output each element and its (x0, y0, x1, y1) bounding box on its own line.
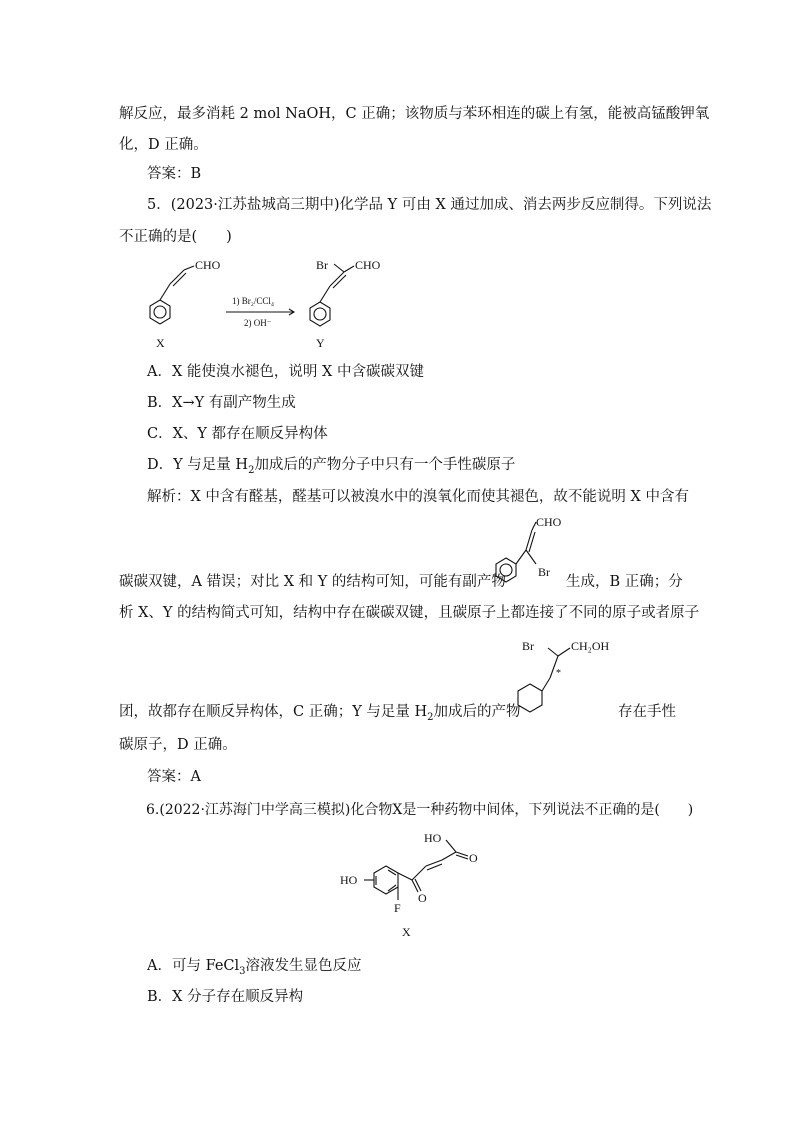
side-cho-label: CHO (536, 515, 562, 529)
analysis-line: 团，故都存在顺反异构体，C 正确；Y 与足量 $H_2$加成后的产物 (119, 704, 521, 723)
chiral-star: * (556, 668, 561, 679)
y-label: Y (316, 336, 325, 350)
option-b: B．X→Y 有副产物生成 (147, 395, 296, 411)
y-br-label: Br (316, 258, 328, 272)
benzene-ring-y (310, 302, 330, 326)
analysis-line-cont: 生成，B 正确；分 (566, 574, 683, 590)
benzene-ring-x (150, 300, 170, 324)
answer-label: 答案： (147, 166, 191, 182)
arrow-reagent-bottom: 2) OH⁻ (244, 318, 272, 328)
option-a: A．可与 FeCl$_3$溶液发生显色反应 (147, 958, 362, 977)
analysis-line-cont: 存在手性 (618, 704, 676, 720)
question-6-stem: 6.(2022·江苏海门中学高三模拟)化合物X是一种药物中间体，下列说法不正确的是( ) (146, 802, 694, 818)
o-mid-label: O (418, 891, 427, 905)
bond (184, 266, 194, 270)
bond (160, 284, 170, 300)
option-a: A．X 能使溴水褪色，说明 X 中含碳碳双键 (147, 364, 424, 380)
x-cho-label: CHO (195, 258, 221, 272)
analysis-line: 碳原子，D 正确。 (119, 737, 237, 753)
compound-x-structure (336, 830, 516, 942)
compound-x-label: X (402, 925, 411, 939)
answer-value: B (190, 166, 202, 182)
analysis-line: 解析：X 中含有醛基，醛基可以被溴水中的溴氧化而使其褪色，故不能说明 X 中含有 (147, 489, 689, 505)
question-5-stem-cont: 不正确的是( ) (119, 229, 232, 245)
option-b: B．X 分子存在顺反异构 (147, 989, 304, 1005)
side-br-label: Br (538, 565, 550, 579)
answer-line (147, 767, 201, 787)
option-c: C．X、Y 都存在顺反异构体 (147, 426, 328, 442)
ho-left-label: HO (340, 873, 358, 887)
o-top-label: O (469, 851, 478, 865)
text-line: 化，D 正确。 (119, 137, 208, 153)
bond (344, 266, 354, 272)
bond (334, 264, 344, 272)
analysis-label: 解析： (147, 489, 191, 505)
prod-ch2oh-label: CH₂OH (571, 639, 610, 653)
y-cho-label: CHO (355, 258, 381, 272)
answer-line (147, 164, 201, 184)
arrow-reagent-top: 1) Br₂/CCl₄ (232, 296, 275, 306)
reaction-scheme (140, 252, 400, 352)
answer-label: 答案： (147, 769, 191, 785)
question-5-stem: 5．(2023·江苏盐城高三期中)化学品 Y 可由 X 通过加成、消去两步反应制得。下列说法 (147, 197, 712, 213)
text-line: 解反应，最多消耗 2 mol NaOH，C 正确；该物质与苯环相连的碳上有氢，能被高锰酸钾氧 (119, 106, 710, 122)
ho-top-label: HO (424, 831, 442, 845)
answer-value: A (190, 769, 201, 785)
f-label: F (394, 901, 401, 915)
analysis-line: 碳碳双键，A 错误；对比 X 和 Y 的结构可知，可能有副产物 (119, 574, 506, 590)
benzene-ring (374, 866, 398, 894)
cyclohexane-ring (518, 684, 542, 712)
prod-br-label: Br (522, 639, 534, 653)
bond (320, 286, 330, 302)
analysis-line: 析 X、Y 的结构简式可知，结构中存在碳碳双键，且碳原子上都连接了不同的原子或者原子 (119, 605, 700, 621)
x-label: X (156, 336, 165, 350)
option-d: D．Y 与足量 $H_2$加成后的产物分子中只有一个手性碳原子 (147, 457, 516, 476)
